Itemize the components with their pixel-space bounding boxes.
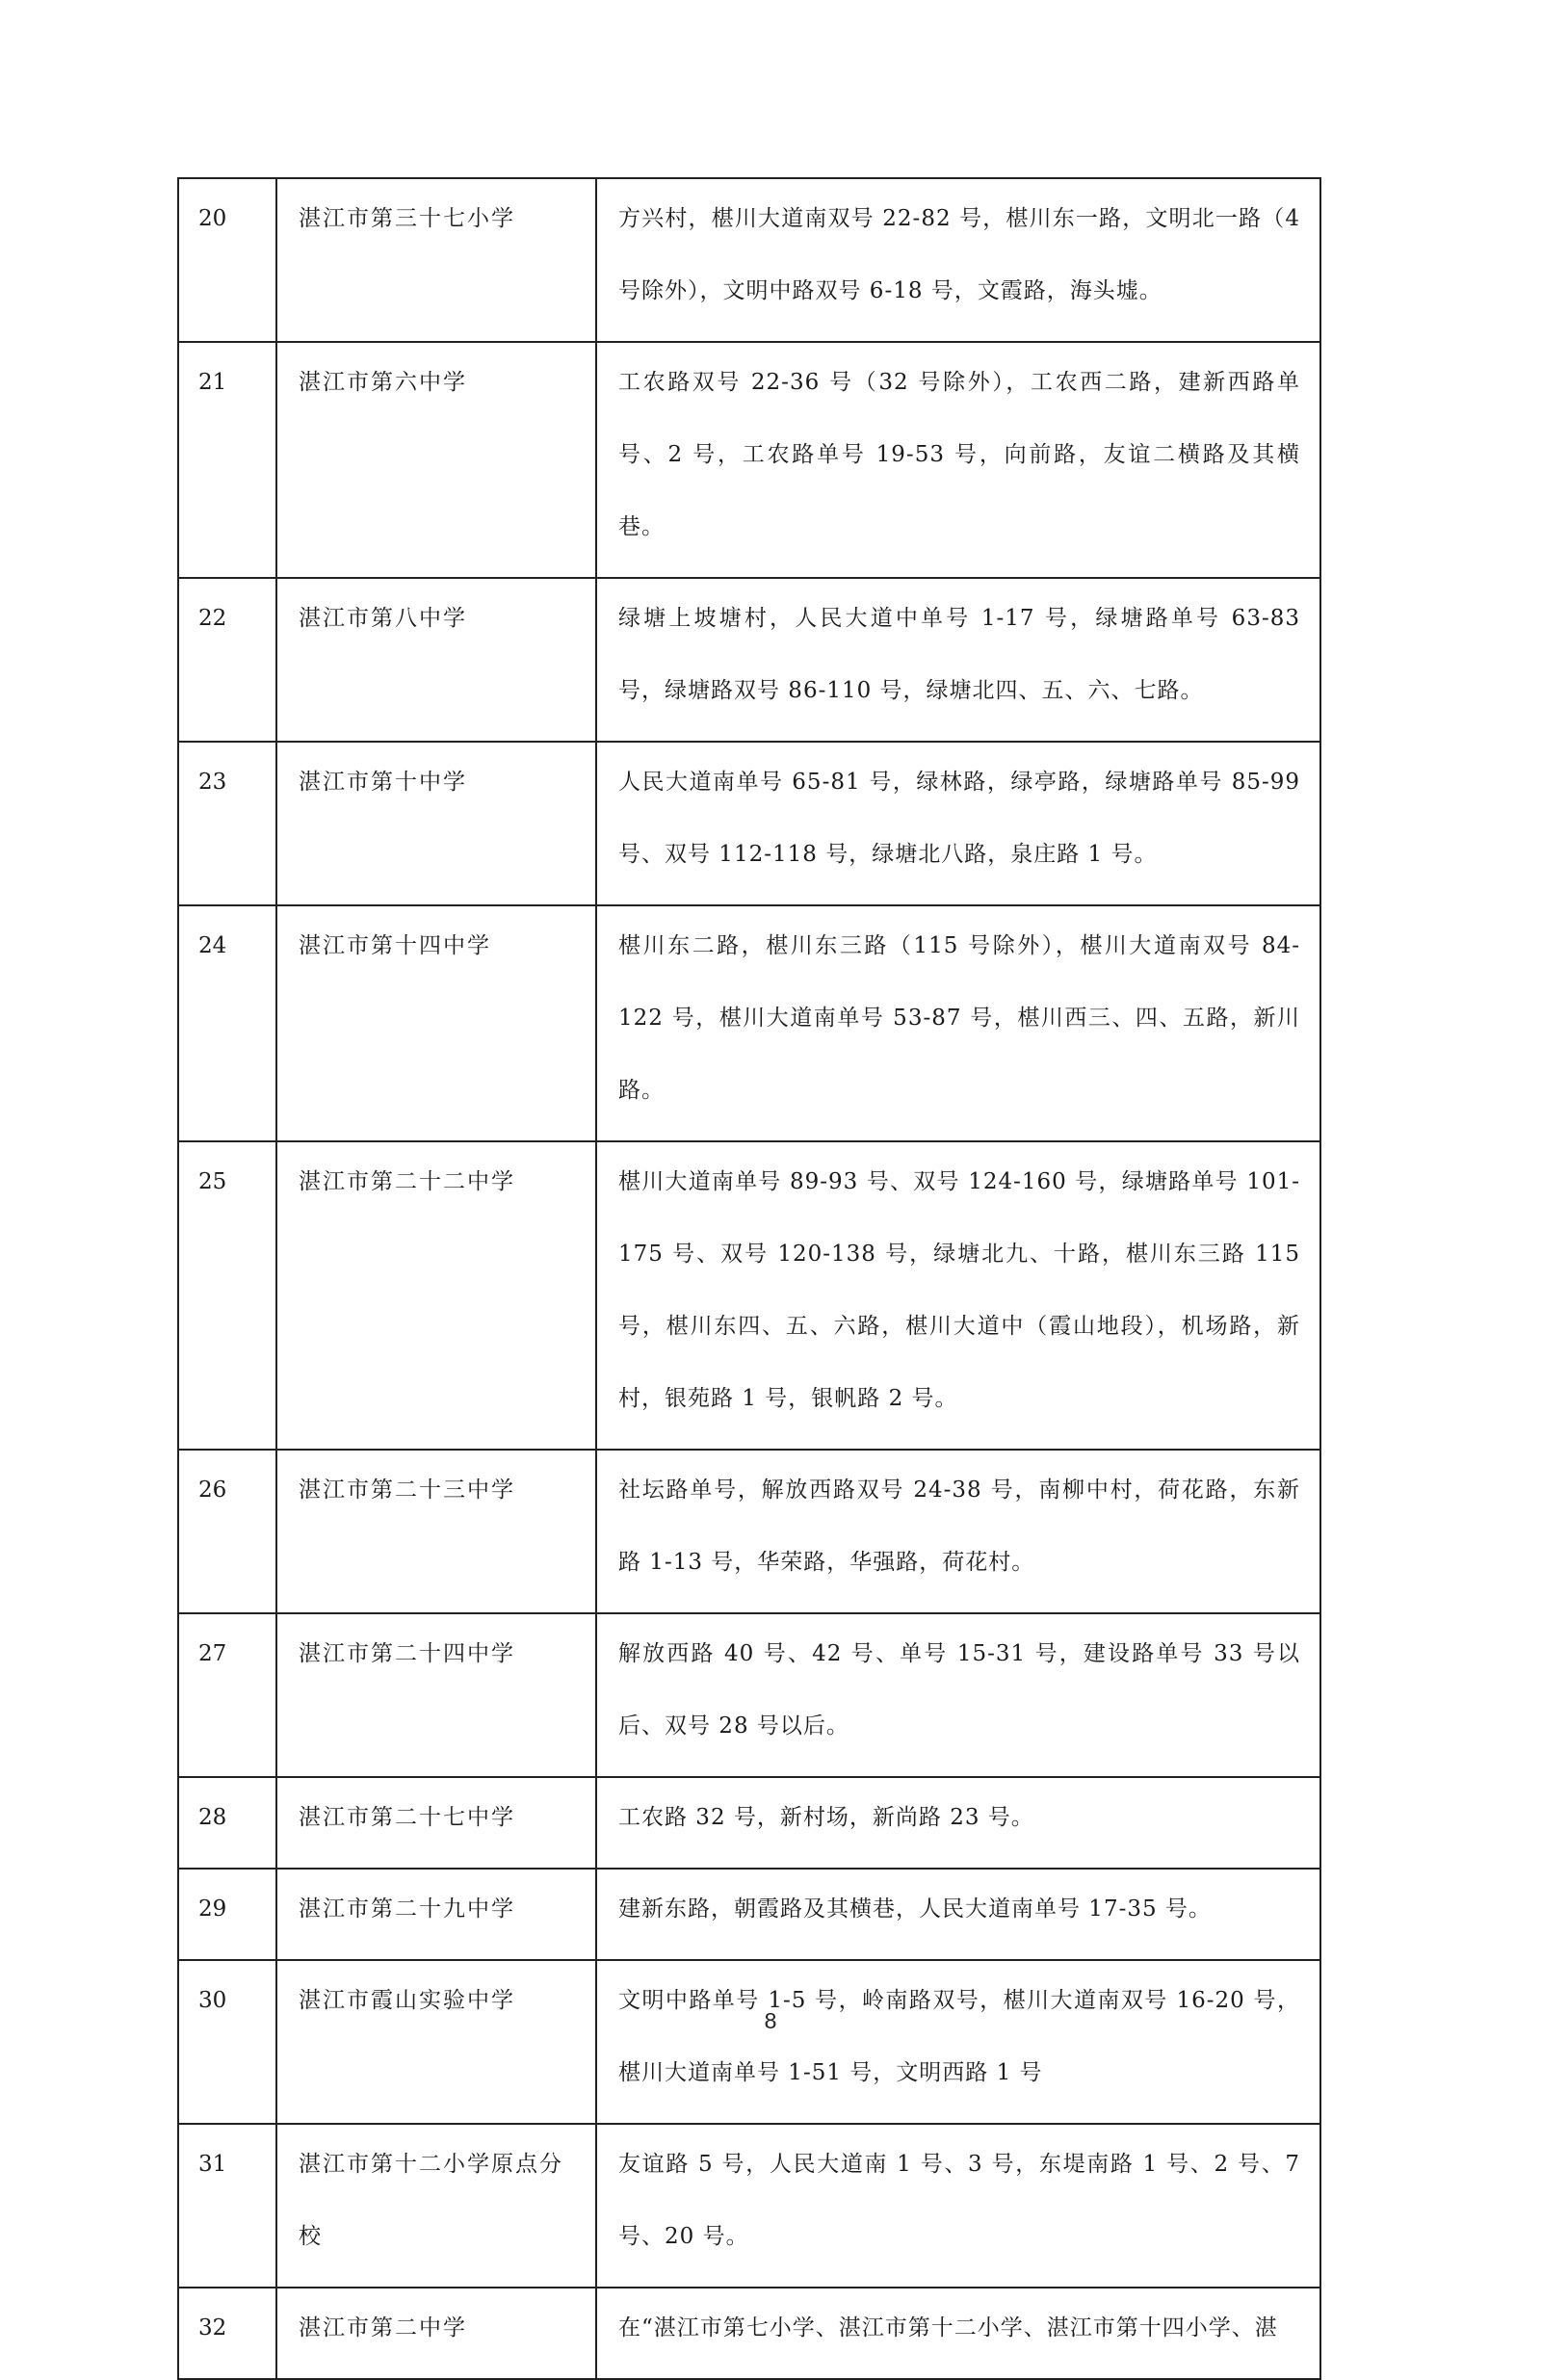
school-district-table (177, 177, 1321, 2380)
school-name: 湛江市第十中学 (299, 770, 467, 795)
table-row (178, 178, 1320, 342)
district-area: 绿塘上坡塘村，人民大道中单号 1-17 号，绿塘路单号 63-83 号，绿塘路双号 86-110 号，绿塘北四、五、六、七路。 (618, 606, 1300, 703)
school-name-cell (276, 1613, 596, 1777)
school-name-cell (276, 178, 596, 342)
table-row (178, 1613, 1320, 1777)
district-area: 社坛路单号，解放西路双号 24-38 号，南柳中村，荷花路，东新路 1-13 号，华荣路，华强路，荷花村。 (618, 1478, 1300, 1575)
table-body (178, 178, 1320, 2379)
row-number-cell (178, 1141, 276, 1450)
district-area-cell (596, 742, 1320, 905)
table-row (178, 1141, 1320, 1450)
district-area: 椹川东二路，椹川东三路（115 号除外），椹川大道南双号 84-122 号，椹川大道南单号 53-87 号，椹川西三、四、五路，新川路。 (618, 933, 1300, 1103)
district-area-cell (596, 1450, 1320, 1613)
district-area: 椹川大道南单号 89-93 号、双号 124-160 号，绿塘路单号 101-175 号、双号 120-138 号，绿塘北九、十路，椹川东三路 115 号，椹川东四、五、六路，椹川大道中（霞山地段），机场路，新村，银苑路 1 号，银帆路 2 号。 (618, 1169, 1300, 1411)
school-name-cell (276, 2288, 596, 2379)
district-area: 文明中路单号 1-5 号，岭南路双号，椹川大道南双号 16-20 号，椹川大道南单号 1-51 号，文明西路 1 号 (618, 1988, 1300, 2085)
table-row (178, 2288, 1320, 2379)
row-number-cell (178, 1960, 276, 2124)
table-row (178, 1450, 1320, 1613)
school-name: 湛江市第二十四中学 (299, 1641, 515, 1666)
table-row (178, 2124, 1320, 2288)
table-row (178, 742, 1320, 905)
row-number-cell (178, 178, 276, 342)
table-row (178, 578, 1320, 742)
table-row (178, 342, 1320, 578)
school-name: 湛江市第二中学 (299, 2315, 467, 2341)
school-name: 湛江市霞山实验中学 (299, 1988, 515, 2013)
row-number: 31 (198, 2152, 227, 2177)
row-number: 21 (198, 370, 227, 395)
school-name-cell (276, 1960, 596, 2124)
table-row (178, 905, 1320, 1141)
school-name-cell (276, 578, 596, 742)
row-number: 28 (198, 1805, 227, 1830)
row-number-cell (178, 905, 276, 1141)
row-number: 30 (198, 1988, 227, 2013)
row-number-cell (178, 2124, 276, 2288)
row-number: 25 (198, 1169, 227, 1194)
row-number: 29 (198, 1896, 227, 1922)
school-name: 湛江市第二十三中学 (299, 1478, 515, 1503)
school-name: 湛江市第十二小学原点分校 (299, 2152, 563, 2249)
district-area-cell (596, 1613, 1320, 1777)
row-number-cell (178, 742, 276, 905)
district-area: 工农路 32 号，新村场，新尚路 23 号。 (618, 1805, 1034, 1830)
table-row (178, 1960, 1320, 2124)
district-area: 解放西路 40 号、42 号、单号 15-31 号，建设路单号 33 号以后、双号 28 号以后。 (618, 1641, 1300, 1739)
row-number-cell (178, 1613, 276, 1777)
school-name: 湛江市第六中学 (299, 370, 467, 395)
page-number: 8 (764, 2008, 777, 2033)
school-name-cell (276, 2124, 596, 2288)
district-area-cell (596, 2124, 1320, 2288)
school-name: 湛江市第十四中学 (299, 933, 491, 958)
school-name-cell (276, 742, 596, 905)
district-area-cell (596, 2288, 1320, 2379)
district-area: 建新东路，朝霞路及其横巷，人民大道南单号 17-35 号。 (618, 1896, 1212, 1922)
district-area: 人民大道南单号 65-81 号，绿林路，绿亭路，绿塘路单号 85-99 号、双号 112-118 号，绿塘北八路，泉庄路 1 号。 (618, 770, 1300, 867)
district-area: 方兴村，椹川大道南双号 22-82 号，椹川东一路，文明北一路（4号除外），文明中路双号 6-18 号，文霞路，海头墟。 (618, 206, 1300, 303)
district-area: 工农路双号 22-36 号（32 号除外），工农西二路，建新西路单号、2 号，工农路单号 19-53 号，向前路，友谊二横路及其横巷。 (618, 370, 1300, 539)
school-name: 湛江市第八中学 (299, 606, 467, 631)
row-number: 24 (198, 933, 227, 958)
school-name: 湛江市第二十二中学 (299, 1169, 515, 1194)
row-number: 22 (198, 606, 227, 631)
school-name-cell (276, 905, 596, 1141)
row-number: 27 (198, 1641, 227, 1666)
row-number: 20 (198, 206, 227, 231)
school-name-cell (276, 1141, 596, 1450)
school-name-cell (276, 1450, 596, 1613)
row-number-cell (178, 578, 276, 742)
school-name: 湛江市第二十九中学 (299, 1896, 515, 1922)
district-area-cell (596, 1141, 1320, 1450)
district-area: 在“湛江市第七小学、湛江市第十二小学、湛江市第十四小学、湛 (618, 2315, 1278, 2341)
row-number: 26 (198, 1478, 227, 1503)
row-number: 23 (198, 770, 227, 795)
district-area-cell (596, 578, 1320, 742)
row-number-cell (178, 1450, 276, 1613)
row-number-cell (178, 2288, 276, 2379)
school-name: 湛江市第三十七小学 (299, 206, 515, 231)
district-area-cell (596, 905, 1320, 1141)
row-number-cell (178, 342, 276, 578)
district-area-cell (596, 1960, 1320, 2124)
row-number: 32 (198, 2315, 227, 2341)
district-area-cell (596, 178, 1320, 342)
district-area-cell (596, 342, 1320, 578)
district-area: 友谊路 5 号，人民大道南 1 号、3 号，东堤南路 1 号、2 号、7 号、20 号。 (618, 2152, 1300, 2249)
school-name: 湛江市第二十七中学 (299, 1805, 515, 1830)
school-name-cell (276, 342, 596, 578)
